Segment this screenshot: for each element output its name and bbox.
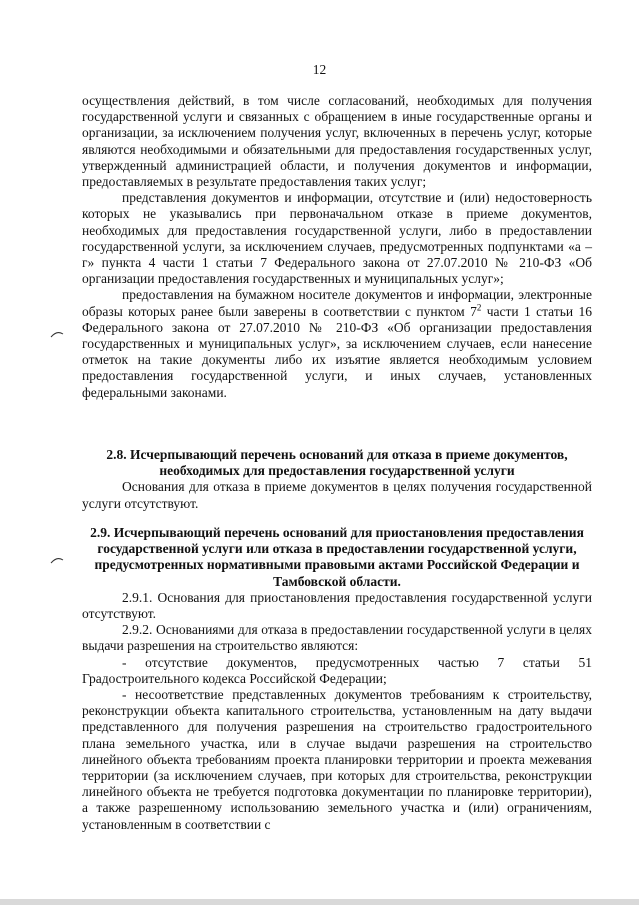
margin-mark-icon bbox=[50, 330, 64, 338]
section-2-9-heading: 2.9. Исчерпывающий перечень оснований для приостановления предоставления государственной услуги или отказа в предоставлении государственной услуги, предусмотренных нормативными правовыми актами Российской Федерации и Тамбовской области. bbox=[90, 525, 584, 589]
section-2-8-heading bbox=[82, 447, 592, 479]
document-body bbox=[82, 93, 592, 401]
paragraph-text: части 1 статьи 16 Федерального закона от 27.07.2010 № 210-ФЗ «Об организации предоставления государственных и муниципальных услуг», за исключением случаев, если нанесение отметок на такие документы либо их изъятие является необходимым условием предоставления государственной услуги, и иных случаев, установленных федеральными законами. bbox=[82, 303, 592, 400]
paragraph-2-9-1: 2.9.1. Основания для приостановления предоставления государственной услуги отсутствуют. bbox=[82, 589, 592, 622]
page-number: 12 bbox=[312, 62, 327, 77]
paragraph-nonconformity: - несоответствие представленных документов требованиям к строительству, реконструкции объекта капитального строительства, установленным на дату выдачи представленного для получения разрешения на строительство градостроительного плана земельного участка, или в случае выдачи разрешения на строительство линейного объекта требованиям проекта планировки территории и проекта межевания территории (за исключением случаев, при которых для строительства, реконструкции линейного объекта не требуется подготовка документации по планировке территории), а также разрешенному использованию земельного участка и (или) ограничениям, установленным в соответствии с bbox=[82, 687, 592, 832]
section-2-9 bbox=[82, 525, 592, 833]
page-edge bbox=[0, 899, 639, 905]
paragraph-paper-media bbox=[82, 287, 592, 400]
heading-line: необходимых для предоставления государственной услуги bbox=[159, 463, 515, 479]
section-2-8 bbox=[82, 447, 592, 512]
paragraph-reapplication: представления документов и информации, отсутствие и (или) недостоверность которых не указывались при первоначальном отказе в приеме документов, необходимых для предоставления государственной услуги, либо в предоставлении государственной услуги, за исключением случаев, предусмотренных подпунктами «а – г» пункта 4 части 1 статьи 7 Федерального закона от 27.07.2010 № 210-ФЗ «Об организации предоставления государственных и муниципальных услуг»; bbox=[82, 190, 592, 287]
superscript: 2 bbox=[476, 302, 482, 313]
heading-line: 2.8. Исчерпывающий перечень оснований для отказа в приеме документов, bbox=[106, 447, 568, 462]
paragraph-continuation: осуществления действий, в том числе согласований, необходимых для получения государственной услуги и связанных с обращением в иные государственные органы и организации, за исключением получения услуг, включенных в перечень услуг, которые являются необходимыми и обязательными для предоставления государственных услуг, утвержденный администрацией области, и получения документов и информации, предоставляемых в результате предоставления таких услуг; bbox=[82, 93, 592, 190]
margin-mark-icon bbox=[50, 556, 64, 564]
paragraph-text: предоставления на бумажном носителе документов и информации, электронные образы которых ранее были заверены в соответствии с пунктом 7 bbox=[82, 287, 592, 319]
section-2-8-text: Основания для отказа в приеме документов в целях получения государственной услуги отсутствуют. bbox=[82, 479, 592, 511]
paragraph-2-9-2: 2.9.2. Основаниями для отказа в предоставлении государственной услуги в целях выдачи разрешения на строительство являются: bbox=[82, 622, 592, 654]
paragraph-missing-documents: - отсутствие документов, предусмотренных частью 7 статьи 51 Градостроительного кодекса Российской Федерации; bbox=[82, 654, 592, 686]
